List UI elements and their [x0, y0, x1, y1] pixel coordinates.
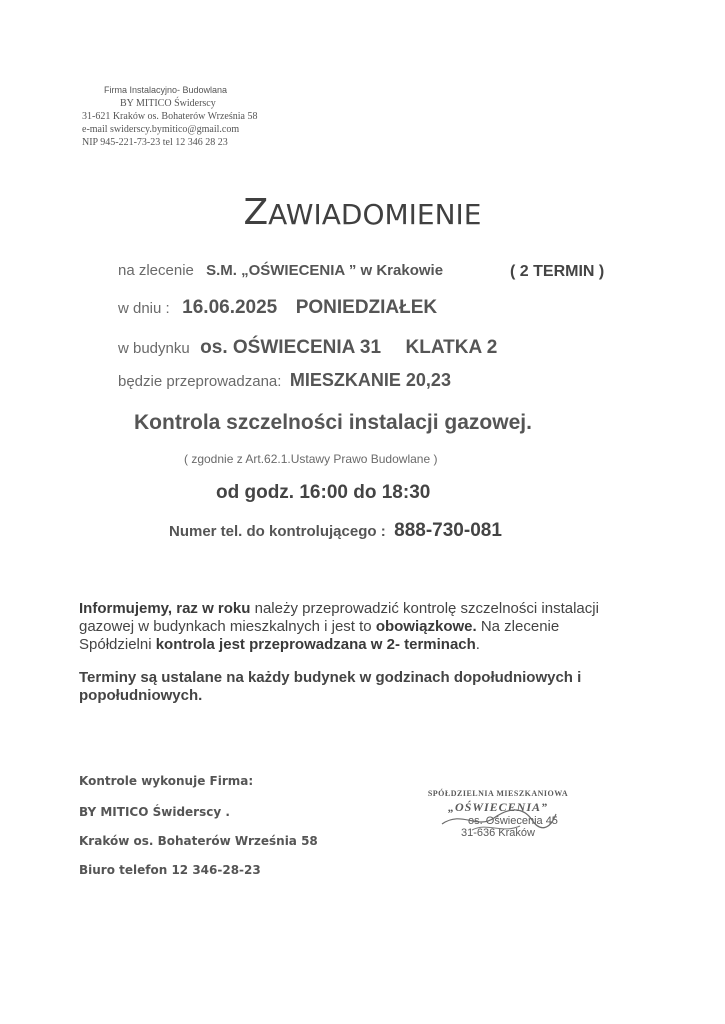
phone-label: Numer tel. do kontrolującego : [169, 523, 386, 540]
order-prefix: na zlecenie [118, 262, 194, 279]
apartments-value: MIESZKANIE 20,23 [289, 370, 451, 390]
footer-address: Kraków os. Bohaterów Września 58 [79, 834, 318, 848]
hours: od godz. 16:00 do 18:30 [216, 482, 431, 503]
company-address: 31-621 Kraków os. Bohaterów Września 58 [82, 111, 258, 122]
legal-basis: ( zgodnie z Art.62.1.Ustawy Prawo Budowlane ) [184, 452, 438, 466]
stamp-line-3: os. Oświecenia 45 [468, 815, 558, 827]
phone-value: 888-730-081 [394, 520, 502, 541]
date-value: 16.06.2025 [182, 297, 278, 318]
building-value: os. OŚWIECENIA 31 [200, 337, 382, 358]
date-line [118, 297, 437, 319]
building-prefix: w budynku [118, 340, 190, 357]
company-nip-phone: NIP 945-221-73-23 tel 12 346 28 23 [82, 137, 228, 148]
order-value: S.M. „OŚWIECENIA ” w Krakowie [206, 262, 444, 279]
stamp-line-2: „OŚWIECENIA” [447, 800, 549, 814]
stamp-line-1: SPÓŁDZIELNIA MIESZKANIOWA [427, 789, 569, 798]
apartments-line [118, 370, 451, 391]
company-header [82, 84, 257, 149]
info-paragraph: Informujemy, raz w roku należy przeprowadzić kontrolę szczelności instalacji gazowej w budynkach mieszkalnych i jest to obowiązkowe. Na zlecenie Spółdzielni kontrola jest przeprowadzana w 2- terminach. [79, 600, 599, 653]
company-email: e-mail swiderscy.bymitico@gmail.com [82, 124, 240, 135]
stamp-line-4: 31-636 Kraków [461, 827, 535, 839]
company-type: Firma Instalacyjno- Budowlana [104, 85, 228, 95]
company-name: BY MITICO Świderscy [120, 98, 216, 109]
document-title: ZAWIADOMIENIE [243, 192, 482, 233]
subject: Kontrola szczelności instalacji gazowej. [134, 411, 532, 434]
weekday: PONIEDZIAŁEK [295, 297, 438, 318]
schedule-paragraph: Terminy są ustalane na każdy budynek w godzinach dopołudniowych i popołudniowych. [79, 669, 582, 704]
date-prefix: w dniu : [118, 300, 170, 317]
signature [432, 800, 562, 840]
staircase: KLATKA 2 [405, 337, 498, 358]
footer-company-name: BY MITICO Świderscy . [79, 805, 230, 819]
footer-contractor-label: Kontrole wykonuje Firma: [79, 774, 254, 788]
term-label: ( 2 TERMIN ) [510, 263, 605, 280]
phone-line [169, 520, 502, 542]
footer-office-phone: Biuro telefon 12 346-28-23 [79, 863, 261, 877]
order-line [118, 262, 443, 279]
apartments-prefix: będzie przeprowadzana: [118, 373, 282, 390]
building-line [118, 337, 497, 359]
